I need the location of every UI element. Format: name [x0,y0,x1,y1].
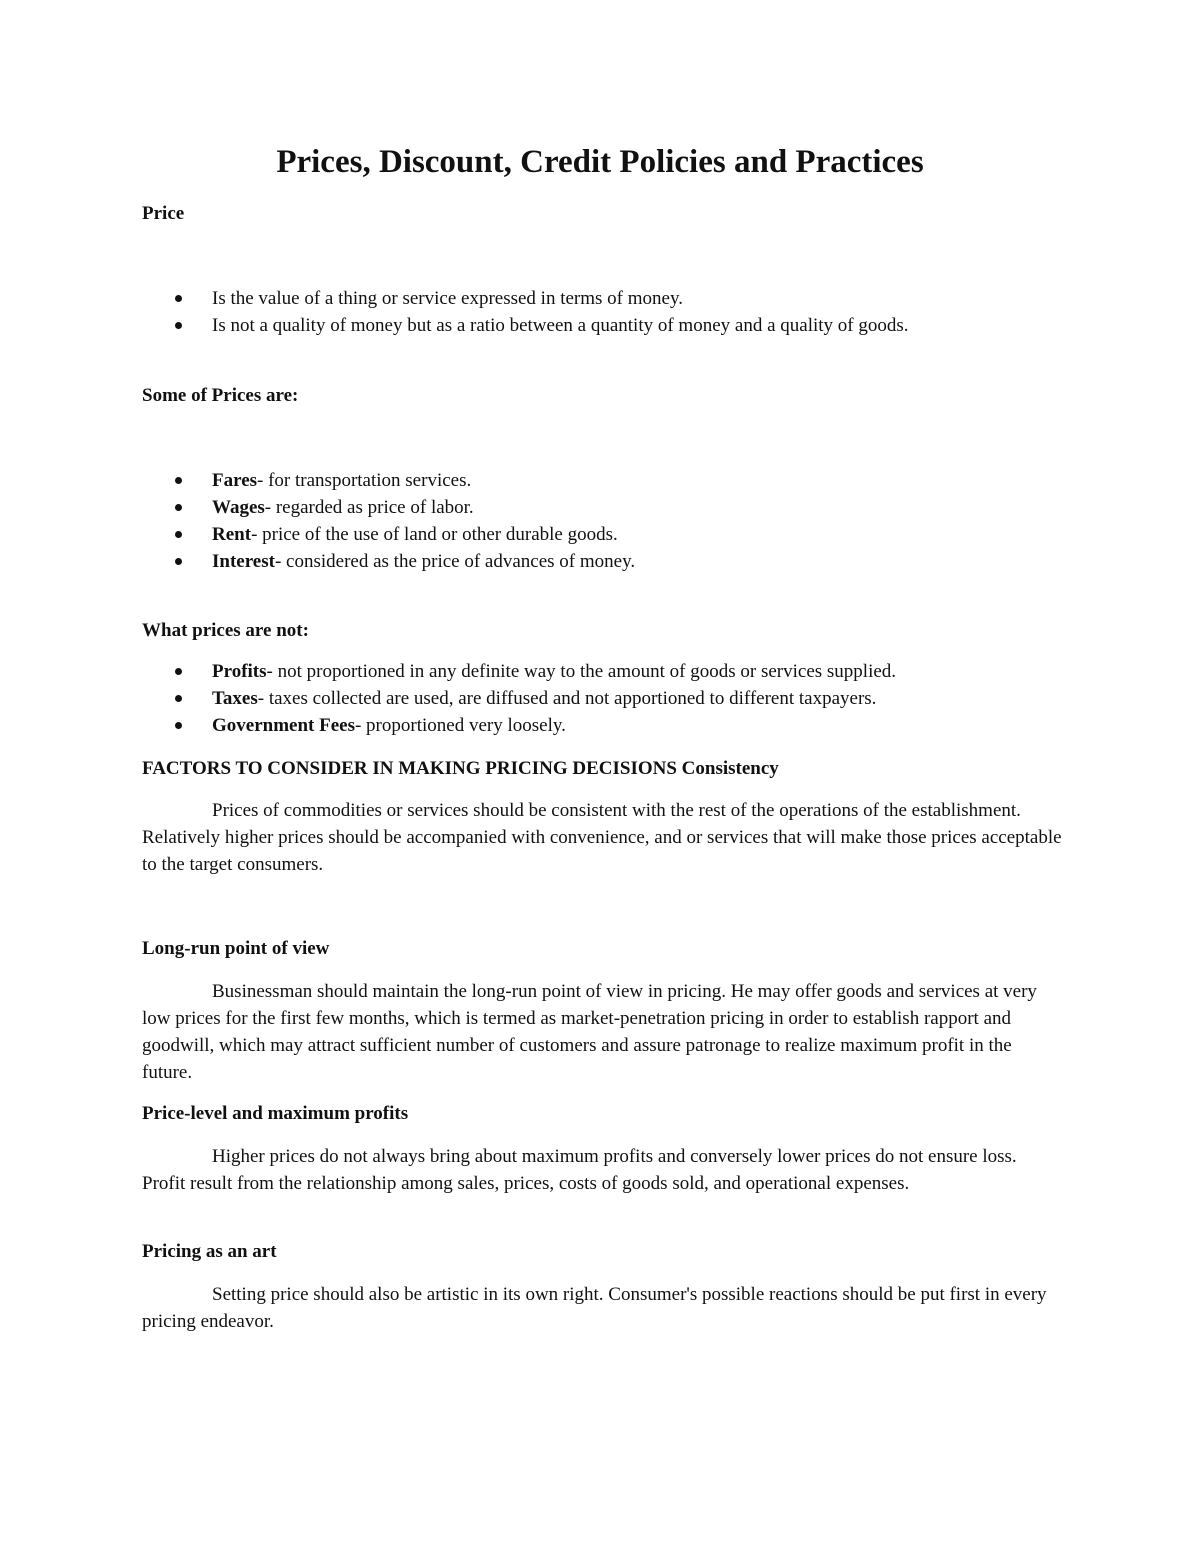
list-item [142,285,909,312]
list-item-text: - price of the use of land or other durable goods. [251,524,618,545]
some-prices-heading: Some of Prices are: [142,385,299,406]
price-heading: Price [142,203,185,224]
list-item [142,548,635,575]
not-prices-list [142,658,896,739]
list-item-text: Is the value of a thing or service expressed in terms of money. [212,288,683,309]
list-item-term: Interest [212,551,275,572]
bullet-icon [175,295,182,302]
list-item-text: - not proportioned in any definite way to the amount of goods or services supplied. [266,661,897,682]
list-item [142,712,896,739]
bullet-icon [175,558,182,565]
list-item-term: Fares [212,470,258,491]
pricing-art-heading: Pricing as an art [142,1241,277,1262]
list-item [142,312,909,339]
document-title: Prices, Discount, Credit Policies and Practices [276,144,924,180]
list-item-text: - taxes collected are used, are diffused and not apportioned to different taxpayers. [257,688,877,709]
list-item-term: Taxes [212,688,258,709]
factors-heading: FACTORS TO CONSIDER IN MAKING PRICING DECISIONS Consistency [142,758,779,779]
bullet-icon [175,722,182,729]
list-item-term: Profits [212,661,267,682]
list-item-term: Wages [212,497,265,518]
list-item [142,494,635,521]
bullet-icon [175,477,182,484]
list-item [142,521,635,548]
list-item-term: Rent [212,524,252,545]
long-run-paragraph: Businessman should maintain the long-run point of view in pricing. He may offer goods and services at very low prices for the first few months, which is termed as market-penetration pricing in order to establish rapport and goodwill, which may attract sufficient number of customers and assure patronage to realize maximum profit in the future. [142,981,1037,1083]
bullet-icon [175,531,182,538]
list-item-text: - considered as the price of advances of money. [274,551,636,572]
bullet-icon [175,504,182,511]
list-item-text: - proportioned very loosely. [354,715,566,736]
list-item [142,658,896,685]
list-item-term: Government Fees [212,715,355,736]
list-item-text: - regarded as price of labor. [264,497,474,518]
bullet-icon [175,668,182,675]
price-level-heading: Price-level and maximum profits [142,1103,409,1124]
price-definition-list [142,285,909,339]
list-item [142,467,635,494]
list-item-text: - for transportation services. [257,470,472,491]
price-level-paragraph: Higher prices do not always bring about maximum profits and conversely lower prices do not ensure loss. Profit result from the relationship among sales, prices, costs of goods sold, and operational expenses. [142,1146,1017,1194]
consistency-paragraph: Prices of commodities or services should be consistent with the rest of the operations of the establishment. Relatively higher prices should be accompanied with convenience, and or services that will make those prices acceptable to the target consumers. [142,800,1062,875]
not-prices-heading: What prices are not: [142,620,309,641]
bullet-icon [175,695,182,702]
long-run-heading: Long-run point of view [142,938,330,959]
bullet-icon [175,322,182,329]
pricing-art-paragraph: Setting price should also be artistic in its own right. Consumer's possible reactions should be put first in every pricing endeavor. [142,1284,1047,1332]
list-item [142,685,896,712]
some-prices-list [142,467,635,575]
list-item-text: Is not a quality of money but as a ratio between a quantity of money and a quality of goods. [212,315,909,336]
